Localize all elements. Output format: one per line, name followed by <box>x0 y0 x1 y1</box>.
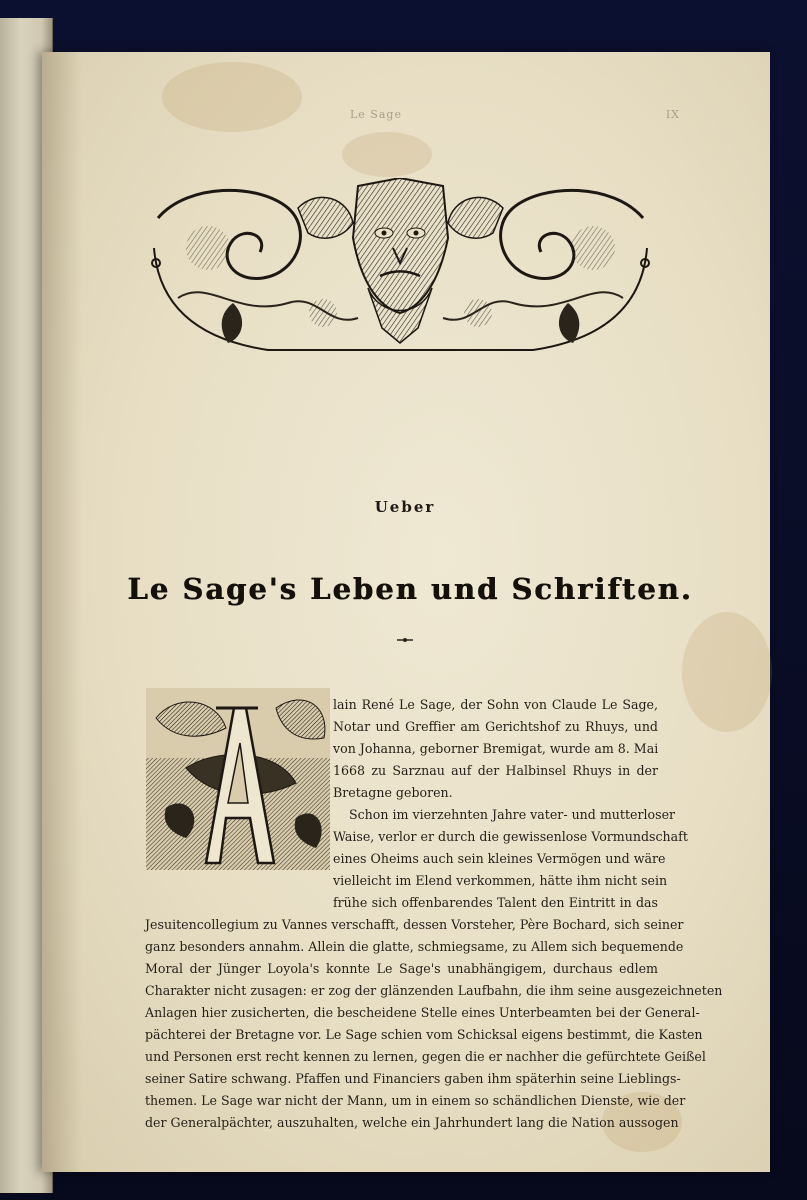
text-line: Anlagen hier zusicherten, die bescheidene Stelle eines Unterbeamten bei der General- <box>145 1005 700 1020</box>
text-line: Charakter nicht zusagen: er zog der glänzenden Laufbahn, die ihm seine ausgezeichneten <box>145 983 723 998</box>
foxing-stain <box>342 132 432 177</box>
page-number: IX <box>665 108 680 121</box>
foxing-stain <box>682 612 772 732</box>
text-line: und Personen erst recht kennen zu lernen, gegen die er nachher die gefürchtete Geißel <box>145 1049 706 1064</box>
text-line: ganz besonders annahm. Allein die glatte, schmiegsame, zu Allem sich bequemende <box>145 939 684 954</box>
illustrated-initial-letter <box>146 688 330 870</box>
text-line: themen. Le Sage war nicht der Mann, um in einem so schändlichen Dienste, wie der <box>145 1093 686 1108</box>
running-head-title: Le Sage <box>350 108 402 121</box>
text-line: Jesuitencollegium zu Vannes verschafft, dessen Vorsteher, Père Bochard, sich seiner <box>145 917 684 932</box>
text-line: von Johanna, geborner Bremigat, wurde am 8. Mai <box>333 741 659 756</box>
text-line: lain René Le Sage, der Sohn von Claude Le Sage, <box>333 697 658 712</box>
text-line: vielleicht im Elend verkommen, hätte ihm nicht sein <box>333 873 668 888</box>
text-line: frühe sich offenbarendes Talent den Eintritt in das <box>333 895 658 910</box>
text-line: Schon im vierzehnten Jahre vater- und mutterloser <box>349 807 676 822</box>
title-ornament-dash <box>395 634 415 646</box>
text-line: 1668 zu Sarznau auf der Halbinsel Rhuys in der <box>333 763 658 778</box>
text-line: Notar und Greffier am Gerichtshof zu Rhuys, und <box>333 719 658 734</box>
ornamental-headpiece-illustration <box>148 178 653 356</box>
text-line: pächterei der Bretagne vor. Le Sage schien vom Schicksal eigens bestimmt, die Kasten <box>145 1027 703 1042</box>
text-line: der Generalpächter, auszuhalten, welche ein Jahrhundert lang die Nation aussogen <box>145 1115 679 1130</box>
heading-ueber: Ueber <box>374 498 436 516</box>
page-gutter-shadow <box>42 52 82 1172</box>
text-line: seiner Satire schwang. Pfaffen und Financiers gaben ihm späterhin seine Lieblings- <box>145 1071 681 1086</box>
chapter-title: Le Sage's Leben und Schriften. <box>127 572 693 606</box>
text-line: Waise, verlor er durch die gewissenlose Vormundschaft <box>333 829 688 844</box>
text-line: Bretagne geboren. <box>333 785 453 800</box>
text-line: eines Oheims auch sein kleines Vermögen und wäre <box>333 851 666 866</box>
text-line: Moral der Jünger Loyola's konnte Le Sage's unabhängigem, durchaus edlem <box>145 961 658 976</box>
foxing-stain <box>162 62 302 132</box>
